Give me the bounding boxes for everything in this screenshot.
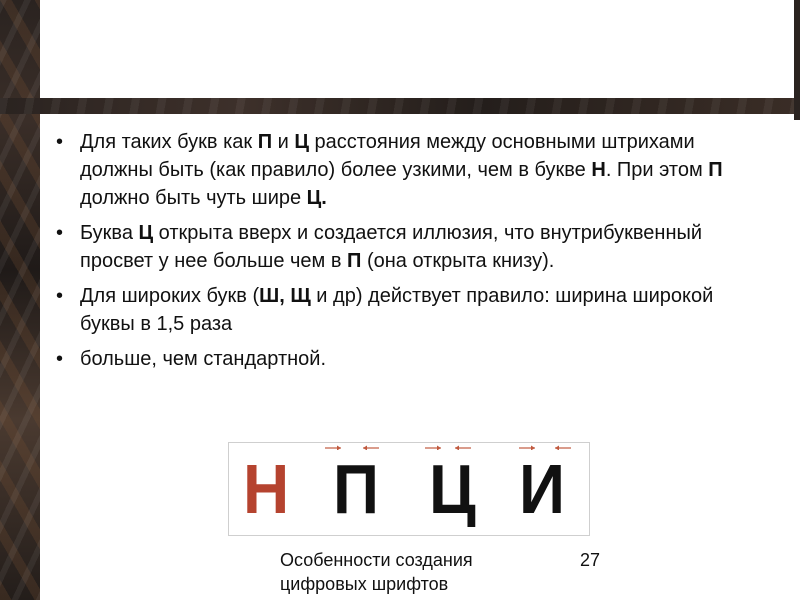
bullet-text <box>80 348 326 370</box>
bold-letter: П <box>257 131 273 153</box>
text-run: . При этом <box>605 159 709 181</box>
letter-width-illustration <box>228 442 590 536</box>
text-run: должно быть чуть шире <box>80 187 307 209</box>
text-run: расстояния между основными штрихами должны быть (как правило) более узкими, чем в букве <box>80 131 695 181</box>
text-run: больше, чем стандартной. <box>80 348 326 370</box>
bold-letter: Ш, Щ <box>259 285 311 307</box>
decorative-top-band <box>0 98 800 114</box>
text-run: (она открыта книзу). <box>361 250 555 272</box>
figure-letter-n: Н <box>243 450 290 528</box>
decorative-right-edge <box>794 0 800 120</box>
bold-letter: Ц <box>294 131 309 153</box>
bold-letter: Ц. <box>306 187 327 209</box>
page-number: 27 <box>580 550 601 570</box>
bold-letter: Ц <box>138 222 154 244</box>
bullet-icon: • <box>56 348 64 370</box>
figure-letter-i: И <box>519 450 565 528</box>
bold-letter: Н <box>591 159 606 181</box>
bold-letter: П <box>347 250 362 272</box>
figure-letter-ts: Ц <box>429 450 476 528</box>
bullet-icon: • <box>56 131 64 153</box>
text-run: Для широких букв ( <box>80 285 260 307</box>
bullet-icon: • <box>56 222 64 244</box>
text-run: и <box>272 131 295 153</box>
bullet-item <box>54 128 754 212</box>
text-run: открыта вверх и создается иллюзия, что внутрибуквенный просвет у нее больше чем в <box>80 222 703 272</box>
bullet-item <box>54 345 754 373</box>
bullet-text <box>80 131 723 209</box>
bullet-item <box>54 282 754 338</box>
figure-letter-p: П <box>333 450 379 528</box>
bullet-item <box>54 219 754 275</box>
text-run: Для таких букв как <box>80 131 258 153</box>
text-run: и др) действует правило: ширина широкой буквы в 1,5 раза <box>80 285 714 335</box>
bullet-icon: • <box>56 285 64 307</box>
text-run: Буква <box>80 222 139 244</box>
bold-letter: П <box>708 159 723 181</box>
slide-body <box>54 128 754 380</box>
decorative-left-band <box>0 0 40 600</box>
bullet-text <box>80 222 702 272</box>
bullet-text <box>80 285 713 335</box>
footer-title: Особенности создания цифровых шрифтов <box>280 550 473 594</box>
spacing-arrows <box>229 444 589 450</box>
